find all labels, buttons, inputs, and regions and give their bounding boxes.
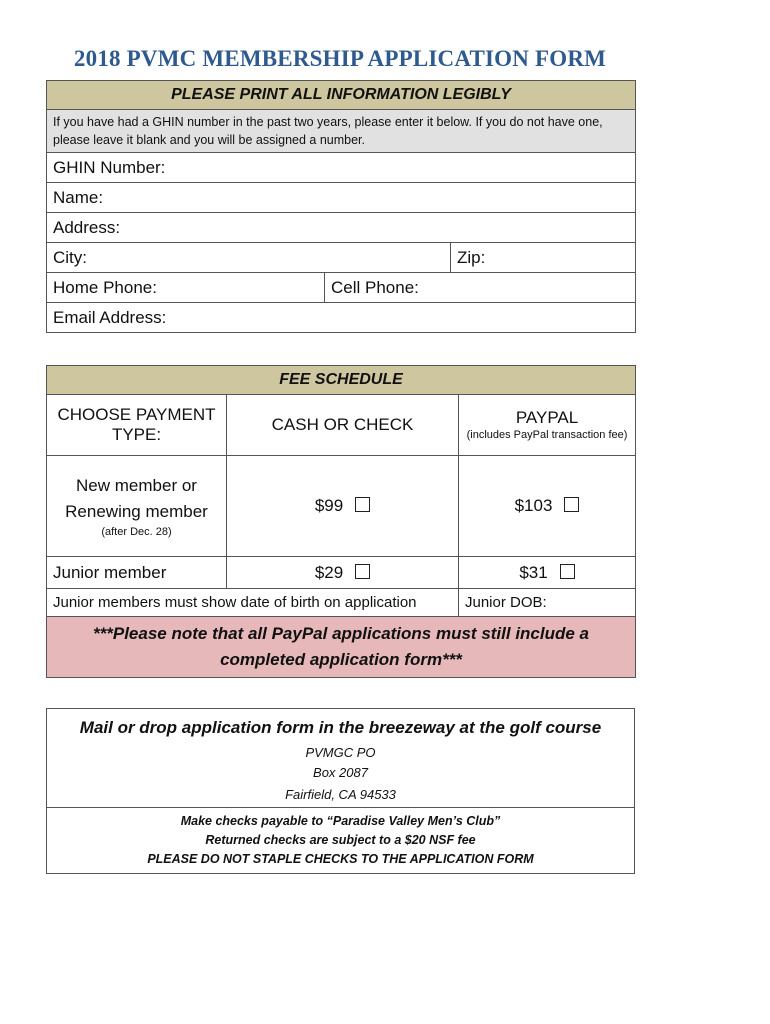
- address-line-1: PVMGC PO: [305, 745, 376, 760]
- new-renew-label-cell: [47, 456, 227, 557]
- new-renew-paypal-checkbox[interactable]: [564, 497, 579, 512]
- address-field[interactable]: Address:: [47, 213, 636, 243]
- junior-cash-cell: [227, 557, 459, 589]
- new-renew-cash-cell: [227, 456, 459, 557]
- junior-dob-note: Junior members must show date of birth on application: [47, 589, 459, 617]
- email-field[interactable]: Email Address:: [47, 303, 636, 333]
- mailing-info-table: [46, 708, 635, 874]
- cell-phone-field[interactable]: Cell Phone:: [325, 273, 636, 303]
- junior-cash-checkbox[interactable]: [355, 564, 370, 579]
- city-field[interactable]: City:: [47, 243, 451, 273]
- junior-label: Junior member: [47, 557, 227, 589]
- applicant-info-table: [46, 80, 636, 333]
- junior-paypal-checkbox[interactable]: [560, 564, 575, 579]
- cash-check-header: CASH OR CHECK: [227, 395, 459, 456]
- new-renew-cash-price: $99: [314, 496, 344, 515]
- new-renew-cash-checkbox[interactable]: [355, 497, 370, 512]
- info-header: PLEASE PRINT ALL INFORMATION LEGIBLY: [47, 81, 636, 110]
- paypal-header-label: PAYPAL: [515, 408, 579, 427]
- ghin-number-field[interactable]: GHIN Number:: [47, 153, 636, 183]
- paypal-header-sub: (includes PayPal transaction fee): [466, 429, 628, 441]
- check-instructions-cell: [47, 808, 635, 874]
- junior-paypal-cell: [459, 557, 636, 589]
- form-title: 2018 PVMC MEMBERSHIP APPLICATION FORM: [73, 46, 607, 71]
- new-renew-label: New member or Renewing member: [65, 476, 208, 521]
- no-staple-note: PLEASE DO NOT STAPLE CHECKS TO THE APPLICATION FORM: [147, 852, 534, 866]
- paypal-note: ***Please note that all PayPal applications must still include a completed application form***: [47, 617, 636, 678]
- home-phone-field[interactable]: Home Phone:: [47, 273, 325, 303]
- junior-cash-price: $29: [314, 562, 344, 582]
- junior-paypal-price: $31: [519, 562, 548, 582]
- fee-schedule-table: [46, 365, 636, 678]
- new-renew-sub: (after Dec. 28): [101, 526, 172, 538]
- paypal-header: [459, 395, 636, 456]
- mailing-header: Mail or drop application form in the breezeway at the golf course: [79, 718, 602, 737]
- ghin-note: If you have had a GHIN number in the past two years, please enter it below. If you do not have one, please leave it blank and you will be assigned a number.: [47, 110, 636, 153]
- new-renew-paypal-cell: [459, 456, 636, 557]
- address-line-2: Box 2087: [313, 765, 368, 780]
- address-line-3: Fairfield, CA 94533: [285, 787, 396, 802]
- zip-field[interactable]: Zip:: [451, 243, 636, 273]
- checks-payable-note: Make checks payable to “Paradise Valley Men’s Club”: [180, 814, 501, 828]
- new-renew-paypal-price: $103: [514, 496, 553, 515]
- fee-header: FEE SCHEDULE: [47, 366, 636, 395]
- name-field[interactable]: Name:: [47, 183, 636, 213]
- nsf-fee-note: Returned checks are subject to a $20 NSF fee: [205, 833, 476, 847]
- mailing-address-cell: [47, 709, 635, 808]
- junior-dob-field[interactable]: Junior DOB:: [459, 589, 636, 617]
- payment-type-header: CHOOSE PAYMENT TYPE:: [47, 395, 227, 456]
